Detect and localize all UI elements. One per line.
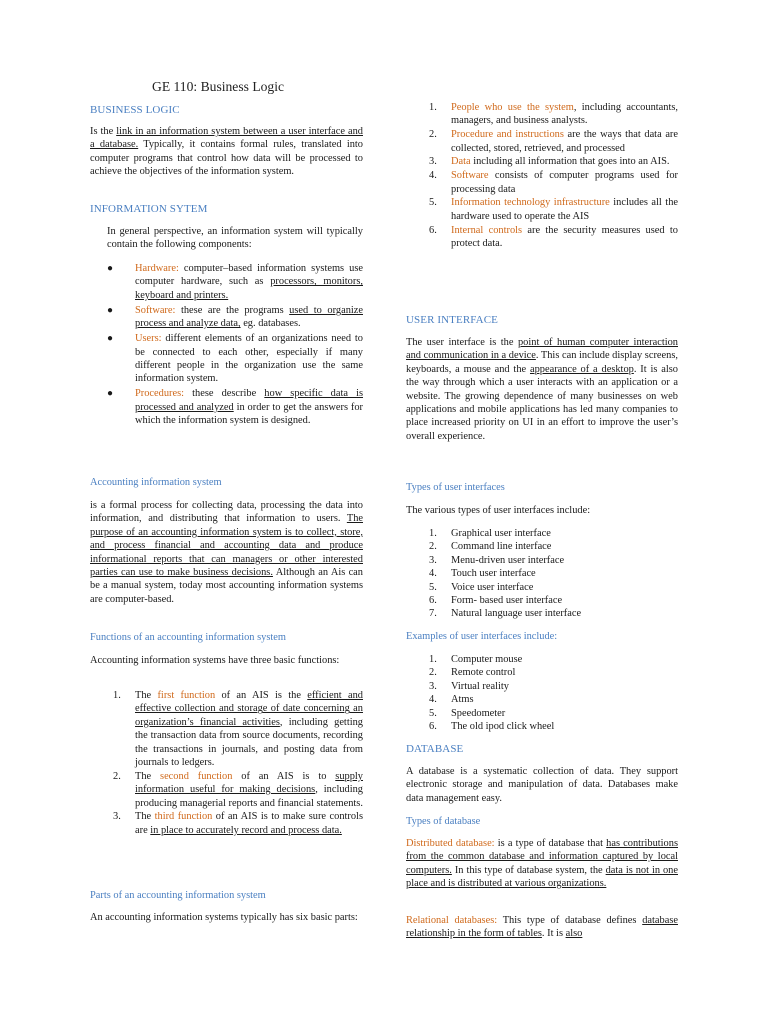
heading-accounting-information-system: Accounting information system (90, 477, 222, 488)
list-item: 1. Graphical user interface (429, 528, 551, 539)
types-ui-list (429, 527, 678, 621)
list-item: 4. Touch user interface (429, 568, 536, 580)
list-item: 3. Data including all information that goes into an AIS. (429, 156, 670, 168)
distributed-database-paragraph: Distributed database: is a type of database that has contributions from the common database and information captured by local computers. In this type of database system, the data is not in one place and is distributed at various organizations. (406, 838, 678, 890)
list-item: 1. Computer mouse (429, 654, 523, 665)
heading-database: DATABASE (406, 743, 464, 755)
list-item: 1. The first function of an AIS is the efficient and effective collection and storage of date concerning an organization’s financial activities, including getting the transaction data from source documents, recording the transactions in journals, and posting data from journals to ledgers. (113, 690, 363, 769)
list-item: ● Procedures: these describe how specific data is processed and analyzed in order to get the answers for which the information system is designed. (107, 388, 363, 427)
heading-business-logic: BUSINESS LOGIC (90, 104, 180, 116)
list-item: 3. Menu-driven user interface (429, 554, 565, 566)
heading-parts-ais: Parts of an accounting information system (90, 890, 266, 901)
list-item: ● Software: these are the programs used to organize process and analyze data, eg. databases. (107, 304, 363, 330)
parts-list (429, 101, 678, 251)
relational-database-paragraph: Relational databases: This type of database defines database relationship in the form of tables. It is also (406, 915, 678, 940)
list-item: 5. Speedometer (429, 707, 506, 719)
list-item: 6. Internal controls are the security measures used to protect data. (429, 224, 678, 250)
page-title: GE 110: Business Logic (152, 79, 285, 94)
list-item: 2. Procedure and instructions are the ways that data are collected, stored, retrieved, and processed (429, 129, 679, 154)
user-interface-paragraph: The user interface is the point of human computer interaction and communication in a device. This can include display screens, keyboards, a mouse and the appearance of a desktop. It is also the way through which a user interacts with an application or a website. The growing dependence of many businesses on web applications and mobile applications has led many companies to place increased priority on UI in an effort to improve the user’s overall experience. (406, 337, 678, 442)
ais-paragraph: is a formal process for collecting data, processing the data into information, and distributing that information to users. The purpose of an accounting information system is to collect, store, and process financial and accounting data and produce informational reports that can managers or other interested parties can use to make business decisions. Although an Ais can be a manual system, today most accounting information systems are computer-based. (90, 500, 363, 605)
list-item: 4. Software consists of computer programs used for processing data (429, 170, 678, 195)
examples-list (429, 653, 678, 733)
list-item: 4. Atms (429, 694, 474, 706)
parts-intro: An accounting information systems typically has six basic parts: (90, 912, 358, 923)
list-item: 1. People who use the system, including accountants, managers, and business analysts. (429, 102, 678, 127)
functions-intro: Accounting information systems have three basic functions: (90, 655, 340, 666)
list-item: 6. Form- based user interface (429, 595, 563, 607)
list-item: 3. The third function of an AIS is to make sure controls are in place to accurately record and process data. (113, 811, 363, 836)
list-item: 5. Voice user interface (429, 581, 534, 593)
heading-functions-ais: Functions of an accounting information system (90, 632, 286, 643)
information-system-components-list (107, 262, 363, 429)
list-item: 6. The old ipod click wheel (429, 721, 555, 733)
list-item: ● Users: different elements of an organizations need to be connected to each other, especially if many different people in the organization use the same information system. (107, 333, 363, 385)
list-item: 2. Command line interface (429, 541, 552, 553)
heading-information-system: INFORMATION SYTEM (90, 203, 208, 215)
business-logic-paragraph: Is the link in an information system between a user interface and a database. Typically, it contains formal rules, translated into computer programs that control how data will be processed to achieve the objectives of the information system. (90, 126, 363, 178)
heading-user-interface: USER INTERFACE (406, 314, 498, 326)
heading-types-of-user-interfaces: Types of user interfaces (406, 482, 505, 493)
list-item: 5. Information technology infrastructure includes all the hardware used to operate the AIS (429, 197, 678, 222)
heading-types-of-database: Types of database (406, 816, 481, 827)
list-item: 7. Natural language user interface (429, 608, 582, 620)
database-paragraph: A database is a systematic collection of data. They support electronic storage and manipulation of data. Databases make data management easy. (406, 766, 678, 804)
list-item: ● Hardware: computer–based information systems use computer hardware, such as processors, monitors, keyboard and printers. (107, 263, 363, 301)
functions-list (113, 689, 363, 838)
types-ui-intro: The various types of user interfaces include: (406, 505, 591, 516)
list-item: 2. Remote control (429, 667, 516, 679)
heading-examples-of-user-interfaces: Examples of user interfaces include: (406, 631, 558, 642)
list-item: 2. The second function of an AIS is to supply information useful for making decisions, including producing managerial reports and financial statements. (113, 770, 363, 809)
information-system-intro: In general perspective, an information system will typically contain the following components: (107, 226, 363, 251)
list-item: 3. Virtual reality (429, 680, 509, 692)
